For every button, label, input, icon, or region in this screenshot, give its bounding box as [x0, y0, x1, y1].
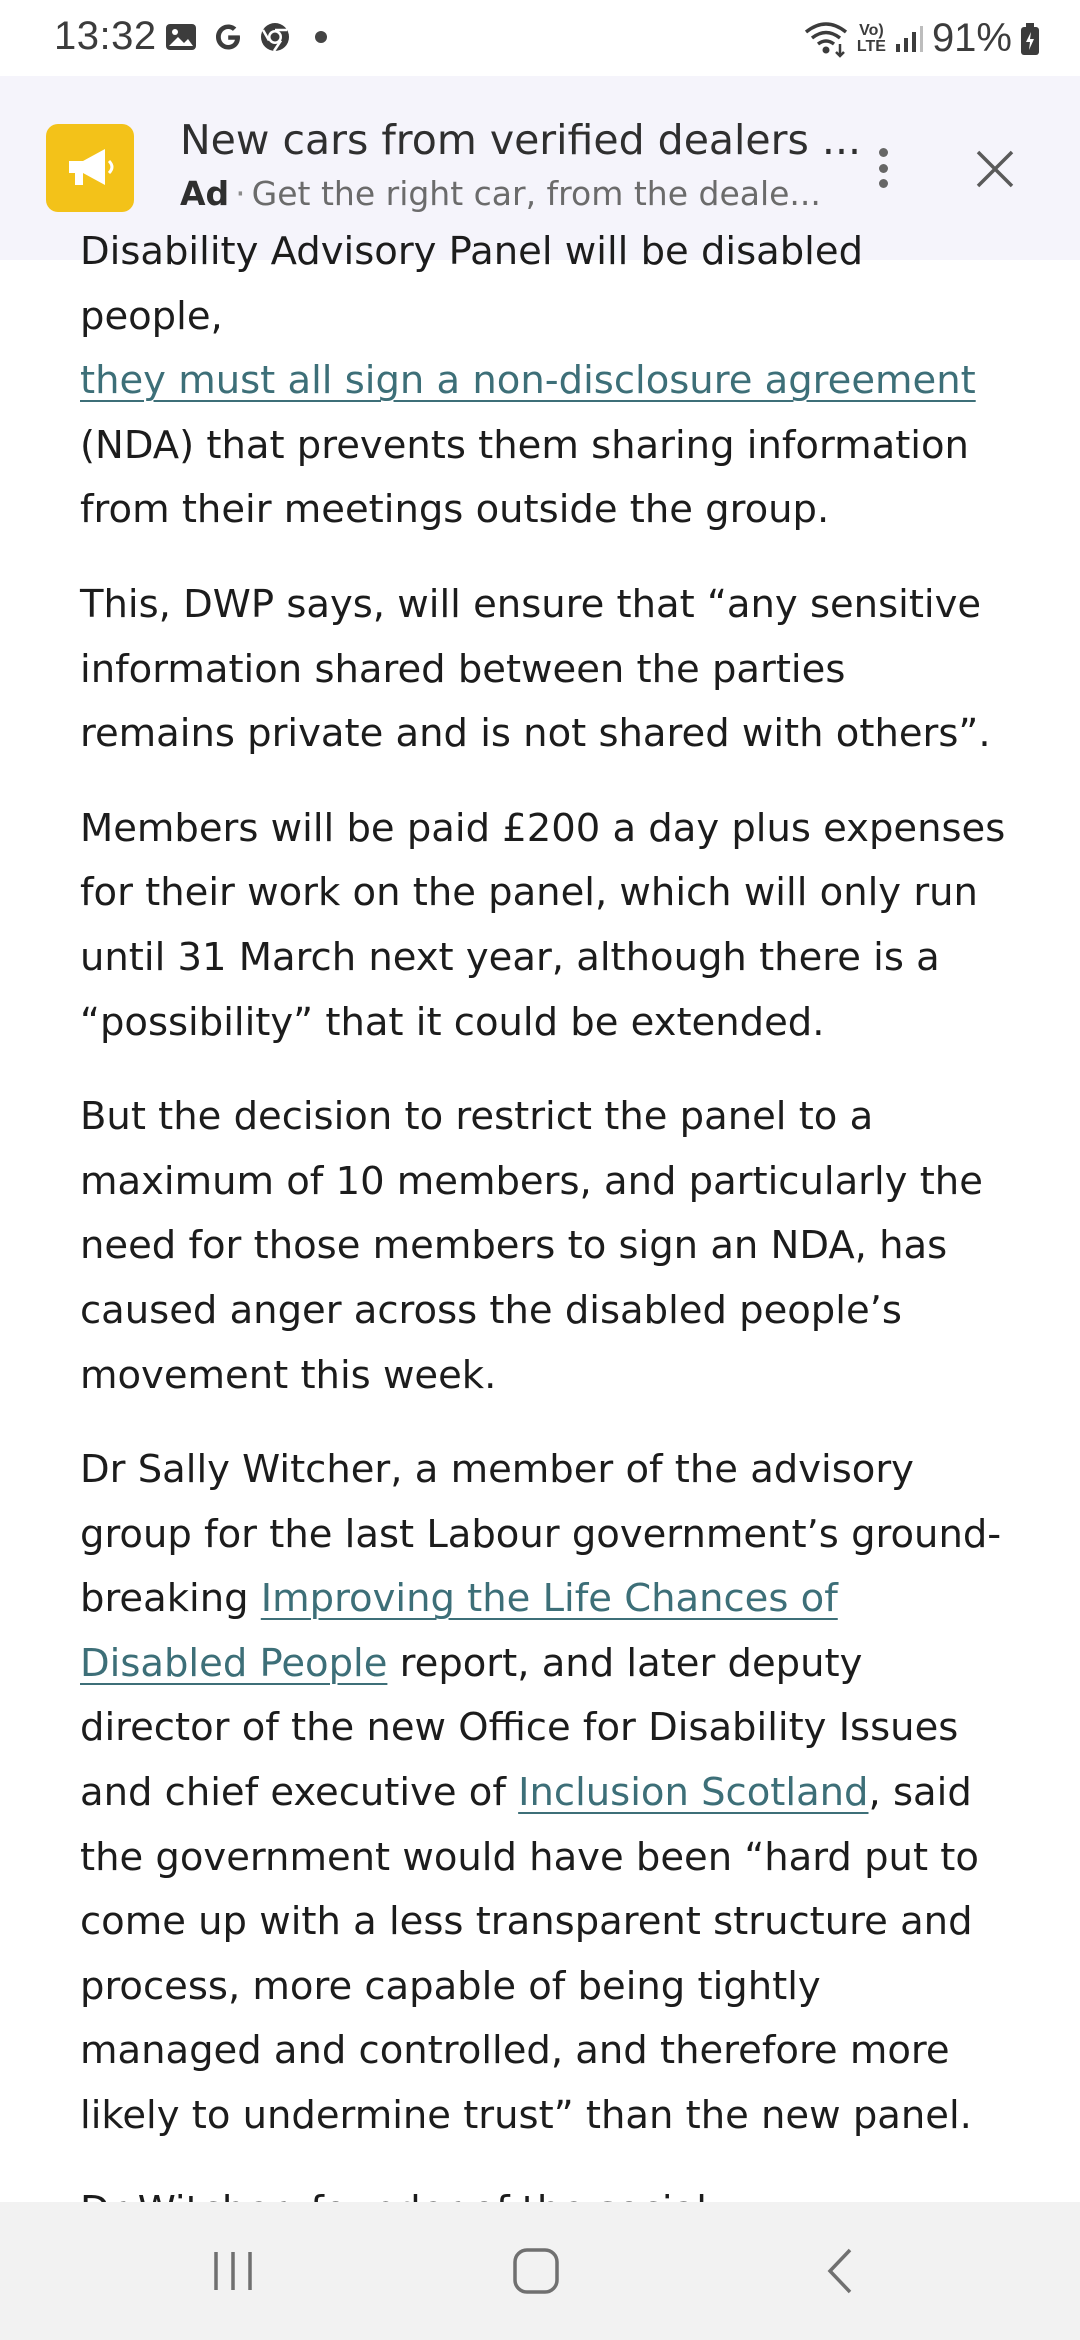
status-time: 13:32 — [54, 14, 157, 58]
inclusion-scotland-link[interactable]: Inclusion Scotland — [518, 1770, 869, 1816]
paragraph-2: This, DWP says, will ensure that “any sensitive information shared between the parties remains private and is not shared with others”. — [80, 581, 991, 757]
chrome-icon — [259, 21, 291, 53]
ad-label: Ad — [180, 174, 230, 213]
wifi-icon — [803, 20, 849, 58]
signal-icon — [894, 24, 924, 54]
ad-subtitle-line[interactable] — [180, 174, 830, 213]
ad-title[interactable]: New cars from verified dealers ... — [180, 116, 862, 164]
recent-apps-icon[interactable] — [193, 2240, 273, 2302]
nda-link[interactable]: they must all sign a non-disclosure agreement — [80, 358, 976, 404]
google-icon — [211, 20, 245, 54]
megaphone-icon[interactable] — [46, 124, 134, 212]
volte-label-bottom: LTE — [856, 37, 886, 55]
navigation-bar — [0, 2202, 1080, 2340]
system-icons — [803, 16, 1040, 61]
paragraph-1-rest: (NDA) that prevents them sharing information from their meetings outside the group. — [80, 422, 969, 533]
home-icon[interactable] — [496, 2240, 576, 2302]
cut-off-text: Disability Advisory Panel will be disabled people, — [80, 229, 864, 339]
volte-icon — [857, 23, 886, 55]
status-bar — [0, 0, 1080, 76]
battery-icon — [1020, 22, 1040, 56]
back-icon[interactable] — [800, 2240, 880, 2302]
paragraph-5-middle: report, and later deputy director of the new Office for Disability Issues and chief executive of — [80, 1640, 959, 1816]
article-body — [80, 229, 1010, 2202]
paragraph-5-end: , said the government would have been “hard put to come up with a less transparent structure and process, more capable of being tightly managed and controlled, and therefore more likely to undermine trust” than the new panel. — [80, 1770, 979, 2139]
paragraph-4: But the decision to restrict the panel to a maximum of 10 members, and particularly the need for those members to sign an NDA, has caused anger across the disabled people’s movement this week. — [80, 1094, 983, 1398]
life-chances-link[interactable]: Improving the Life Chances of Disabled People — [80, 1576, 838, 1686]
close-icon[interactable] — [970, 144, 1020, 194]
paragraph-1 — [80, 220, 1010, 543]
paragraph-5 — [80, 1438, 1010, 2149]
battery-percent: 91% — [931, 16, 1012, 60]
notification-icons — [165, 20, 327, 54]
volte-label-top: Vo) — [859, 21, 884, 39]
ad-subtitle: Get the right car, from the deale... — [251, 174, 821, 213]
ad-separator: · — [235, 174, 246, 213]
paragraph-3: Members will be paid £200 a day plus expenses for their work on the panel, which will only run until 31 March next year, although there is a “possibility” that it could be extended. — [80, 805, 1006, 1045]
paragraph-5-start: Dr Sally Witcher, a member of the advisory group for the last Labour government’s ground-breaking — [80, 1447, 1002, 1622]
gallery-icon — [165, 21, 197, 53]
more-vert-icon[interactable] — [868, 148, 898, 188]
dot-icon — [315, 31, 327, 43]
